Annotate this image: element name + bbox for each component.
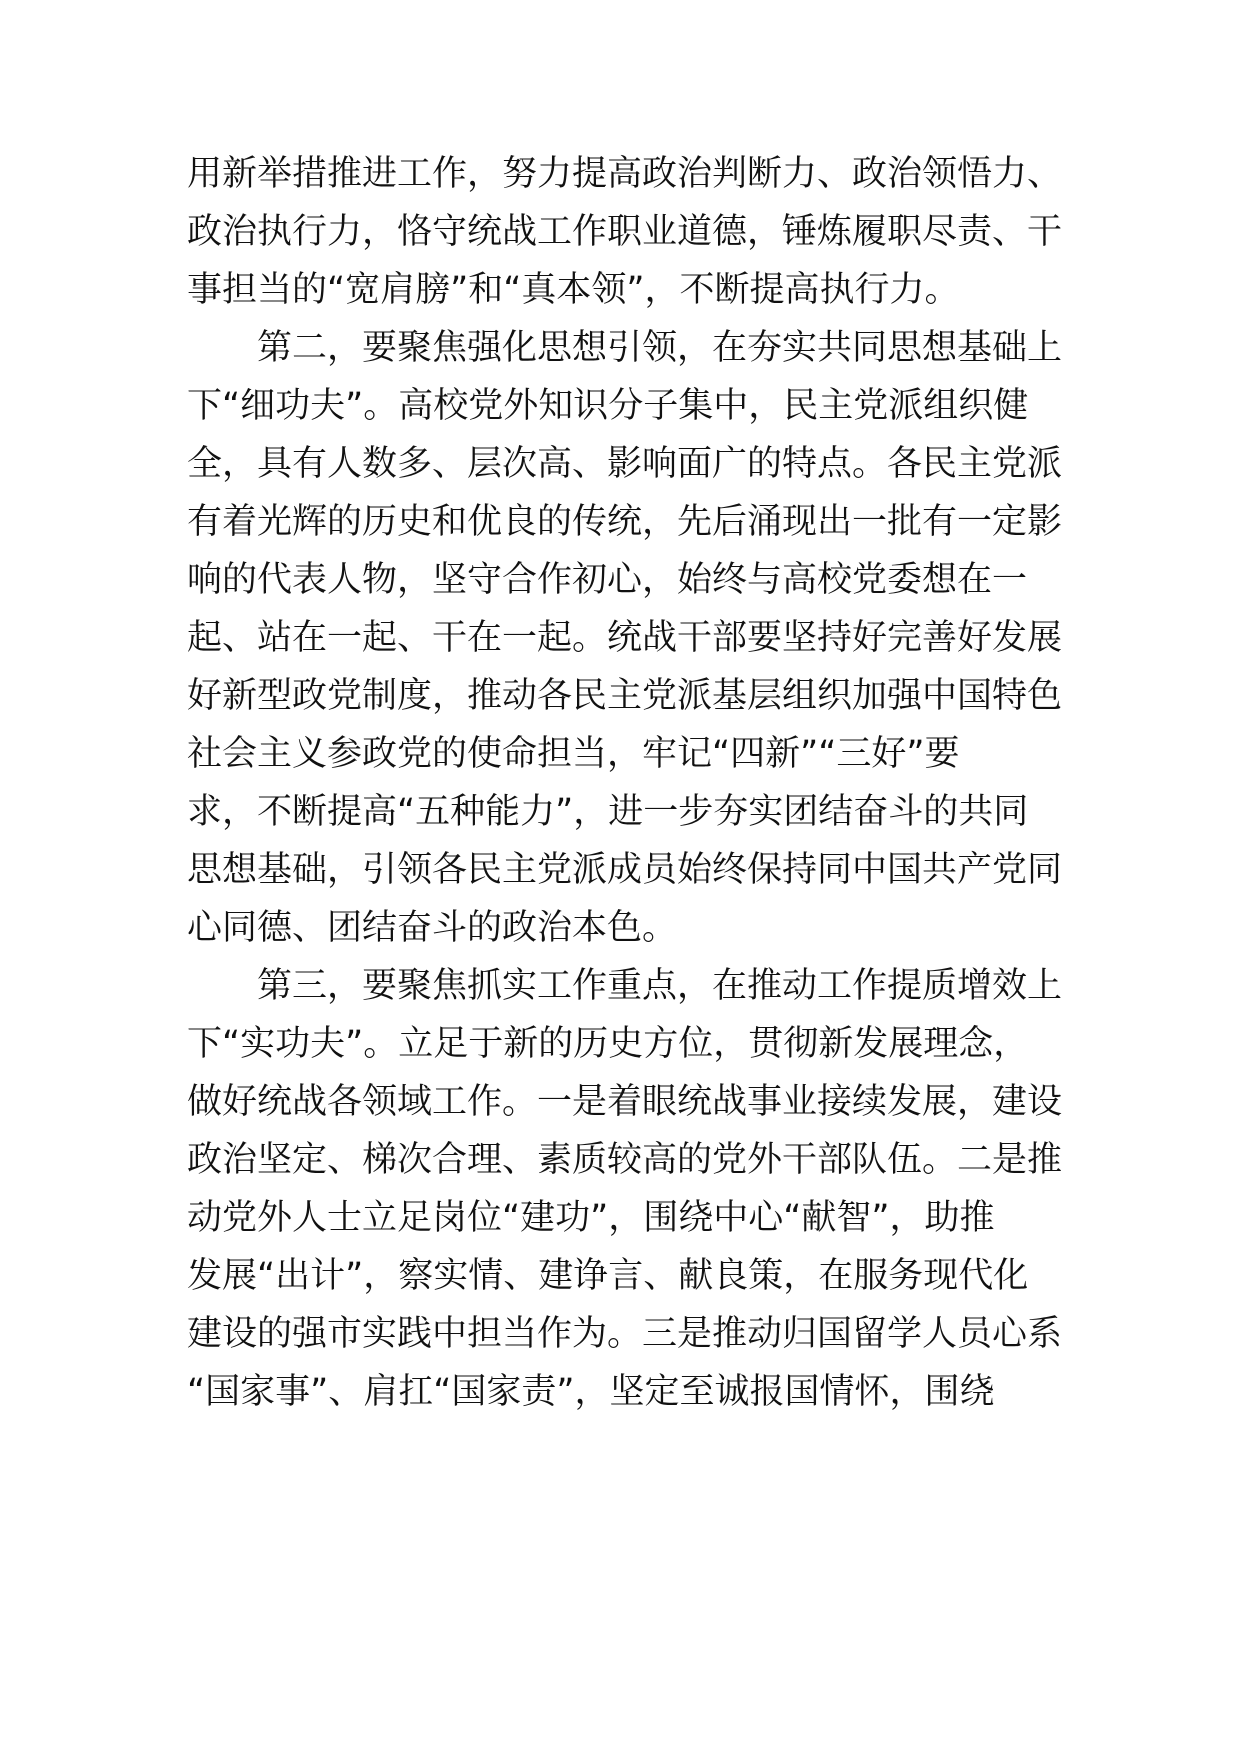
text-line: 动党外人士立足岗位“建功”，围绕中心“献智”，助推 — [187, 1198, 995, 1238]
text-line: 求，不断提高“五种能力”，进一步夯实团结奋斗的共同 — [187, 792, 1029, 832]
text-line: 下“实功夫”。立足于新的历史方位，贯彻新发展理念， — [187, 1024, 1029, 1064]
text-line: 思想基础，引领各民主党派成员始终保持同中国共产党同 — [187, 850, 1063, 890]
text-line: 好新型政党制度，推动各民主党派基层组织加强中国特色 — [187, 676, 1063, 716]
text-line: 建设的强市实践中担当作为。三是推动归国留学人员心系 — [187, 1314, 1063, 1354]
text-line: 政治坚定、梯次合理、素质较高的党外干部队伍。二是推 — [187, 1140, 1063, 1180]
text-line: 用新举措推进工作，努力提高政治判断力、政治领悟力、 — [187, 154, 1063, 194]
paragraph-heading-line: 第二，要聚焦强化思想引领，在夯实共同思想基础上 — [257, 328, 1063, 368]
text-line: 下“细功夫”。高校党外知识分子集中，民主党派组织健 — [187, 386, 1029, 426]
text-line: 发展“出计”，察实情、建诤言、献良策，在服务现代化 — [187, 1256, 1029, 1296]
text-line: “国家事”、肩扛“国家责”，坚定至诚报国情怀，围绕 — [187, 1372, 995, 1412]
paragraph-heading-line: 第三，要聚焦抓实工作重点，在推动工作提质增效上 — [257, 966, 1063, 1006]
text-line: 起、站在一起、干在一起。统战干部要坚持好完善好发展 — [187, 618, 1063, 658]
text-line: 做好统战各领域工作。一是着眼统战事业接续发展，建设 — [187, 1082, 1063, 1122]
text-line: 政治执行力，恪守统战工作职业道德，锤炼履职尽责、干 — [187, 212, 1063, 252]
text-line: 有着光辉的历史和优良的传统，先后涌现出一批有一定影 — [187, 502, 1063, 542]
text-line: 社会主义参政党的使命担当，牢记“四新”“三好”要 — [187, 734, 960, 774]
text-line: 心同德、团结奋斗的政治本色。 — [187, 908, 678, 948]
text-line: 响的代表人物，坚守合作初心，始终与高校党委想在一 — [187, 560, 1028, 600]
text-line: 事担当的“宽肩膀”和“真本领”，不断提高执行力。 — [187, 270, 960, 310]
text-line: 全，具有人数多、层次高、影响面广的特点。各民主党派 — [187, 444, 1063, 484]
